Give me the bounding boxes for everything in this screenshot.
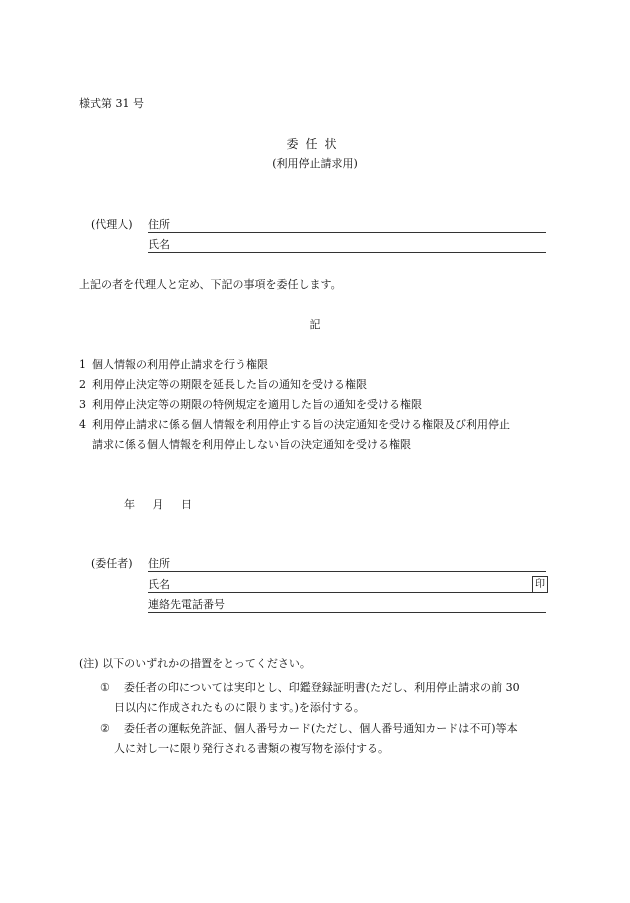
item-text-line1: 利用停止請求に係る個人情報を利用停止する旨の決定通知を受ける権限及び利用停止 <box>92 418 510 431</box>
item-number: 3 <box>79 398 86 411</box>
document-title: 委任状 <box>286 137 344 151</box>
agent-role-label: (代理人) <box>91 218 133 231</box>
item-text: 利用停止決定等の期限の特例規定を適用した旨の通知を受ける権限 <box>92 398 422 411</box>
item-text: 個人情報の利用停止請求を行う権限 <box>92 358 268 371</box>
note-text-line1: 委任者の印については実印とし、印鑑登録証明書(ただし、利用停止請求の前 30 <box>124 681 520 694</box>
agent-name-label: 氏名 <box>148 237 170 251</box>
note-mark: ② <box>100 722 110 735</box>
principal-name-field[interactable] <box>148 575 546 593</box>
ki-label: 記 <box>309 318 321 331</box>
agent-address-label: 住所 <box>148 217 170 231</box>
note-text-line2: 人に対し一に限り発行される書類の複写物を添付する。 <box>114 742 389 755</box>
principal-role-label: (委任者) <box>91 557 133 570</box>
seal-mark: 印 <box>532 576 548 593</box>
item-number: 4 <box>79 418 86 431</box>
item-text-line2: 請求に係る個人情報を利用停止しない旨の決定通知を受ける権限 <box>92 438 411 451</box>
notes-heading: (注) 以下のいずれかの措置をとってください。 <box>79 657 311 670</box>
form-number: 様式第 31 号 <box>79 97 144 110</box>
agent-address-field[interactable] <box>148 215 546 233</box>
note-text-line1: 委任者の運転免許証、個人番号カード(ただし、個人番号通知カードは不可)等本 <box>124 722 518 735</box>
intro-text: 上記の者を代理人と定め、下記の事項を委任します。 <box>79 278 342 291</box>
item-text: 利用停止決定等の期限を延長した旨の通知を受ける権限 <box>92 378 367 391</box>
agent-name-field[interactable] <box>148 235 546 253</box>
item-number: 2 <box>79 378 86 391</box>
principal-address-field[interactable] <box>148 554 546 572</box>
principal-phone-field[interactable] <box>148 595 546 613</box>
principal-phone-label: 連絡先電話番号 <box>148 597 225 611</box>
principal-name-label: 氏名 <box>148 577 170 591</box>
date-line: 年 月 日 <box>124 498 192 511</box>
document-subtitle: (利用停止請求用) <box>272 157 358 170</box>
principal-address-label: 住所 <box>148 556 170 570</box>
note-mark: ① <box>100 681 110 694</box>
note-text-line2: 日以内に作成されたものに限ります。)を添付する。 <box>114 701 365 714</box>
item-number: 1 <box>79 358 86 371</box>
